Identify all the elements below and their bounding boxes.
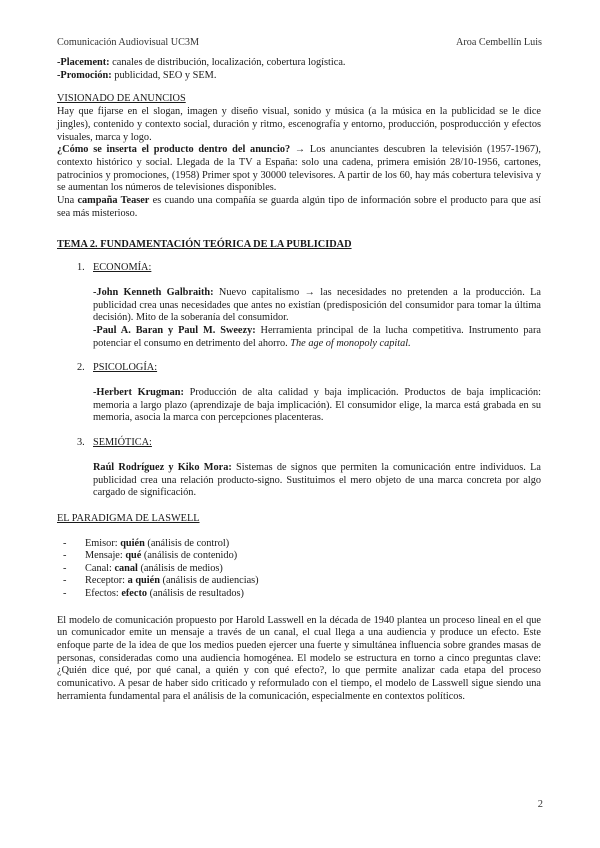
list-item [57,550,541,563]
list-number: 1. [77,262,85,274]
list-dash: - [63,550,67,562]
list-item [57,575,541,588]
krugman-text: Producción de alta calidad y baja implicación. Productos de baja implicación: memoria a largo plazo (aprendizaje de baja implicación). El consumidor elige, la marca está grabada en su memoria, asocia la marca con percepciones placenteras. [93,387,541,424]
teaser-pre: Una [57,195,78,207]
semiotica-block [93,462,541,500]
placement-text: canales de distribución, localización, cobertura logística. [109,57,346,68]
list-item-economia [77,262,541,275]
item-detail: (análisis de contenido) [141,550,238,562]
visionado-paragraph: Hay que fijarse en el slogan, imagen y diseño visual, sonido y música (a la música en la publicidad se le dice jingles), contenido y contexto social, duración y ritmo, escenografía y entorno, producción, posproducción y efectos visuales, marca y logo. [57,106,541,143]
item-keyword: qué [125,550,142,562]
item-keyword: efecto [121,588,148,600]
placement-line [57,57,541,70]
galbraith-term: -John Kenneth Galbraith: [93,286,214,298]
list-number: 2. [77,362,85,374]
list-dash: - [63,575,67,587]
promocion-term: -Promoción: [57,69,112,81]
visionado-heading: VISIONADO DE ANUNCIOS [57,93,186,105]
item-keyword: quién [120,537,145,549]
page-number: 2 [537,799,543,810]
tema-heading: TEMA 2. FUNDAMENTACIÓN TEÓRICA DE LA PUBLICIDAD [57,239,352,251]
baran-text: Herramienta principal de la lucha competitiva. Instrumento para potenciar el consumo en detrimento del ahorro. [93,324,541,349]
item-label: Efectos: [85,588,122,600]
insercion-paragraph [57,144,541,195]
list-number: 3. [77,437,85,449]
baran-book-title: The age of monopoly capital. [290,337,411,349]
item-detail: (análisis de resultados) [147,588,244,600]
krugman-term: -Herbert Krugman: [93,387,184,399]
teaser-paragraph [57,195,541,220]
header-course: Comunicación Audiovisual UC3M [57,37,200,48]
galbraith-text: Nuevo capitalismo → las necesidades no pretenden a la producción. La publicidad crea unas necesidades que antes no existían (predisposición del consumidor para tomar la última decisión). Mito de la soberanía del consumidor. [93,286,542,324]
rodriguez-paragraph [93,462,541,500]
list-item-psicologia [77,362,541,375]
promocion-line [57,70,541,83]
list-item [57,588,541,601]
item-label: Emisor: [85,537,121,549]
rodriguez-term: Raúl Rodríguez y Kiko Mora: [93,461,232,473]
laswell-heading: EL PARADIGMA DE LASWELL [57,512,200,524]
list-title: ECONOMÍA: [93,262,152,274]
lasswell-paragraph: El modelo de comunicación propuesto por Harold Lasswell en la década de 1940 plantea un proceso lineal en el que un comunicador emite un mensaje a través de un canal, el cual llega a una audiencia y produce un efecto. Este enfoque parte de la idea de que los medios pueden ejercer una fuerte y simultánea influencia sobre grandes masas de personas, consideradas como una audiencia homogénea. El modelo se estructura en torno a cinco preguntas clave: ¿Quién dice qué, por qué canal, a quién y con qué efecto?, lo que permite analizar cada etapa del proceso comunicativo. A pesar de haber sido criticado y reformulado con el tiempo, el modelo de Lasswell sigue siendo una herramienta fundamental para el análisis de la comunicación, especialmente en contextos políticos. [57,614,541,702]
galbraith-paragraph [93,287,541,325]
list-title: SEMIÓTICA: [93,437,152,449]
header-author: Aroa Cembellín Luis [455,37,542,48]
list-dash: - [63,588,67,600]
list-item-semiotica [77,437,541,450]
list-dash: - [63,537,67,549]
item-detail: (análisis de medios) [137,562,223,574]
teaser-term: campaña Teaser [77,195,150,207]
item-keyword: a quién [127,575,160,587]
page-content [57,57,541,704]
item-detail: (análisis de control) [144,537,230,549]
item-label: Canal: [85,562,115,574]
laswell-list [57,538,541,601]
economia-block [93,287,541,351]
item-detail: (análisis de audiencias) [159,575,259,587]
item-keyword: canal [114,562,138,574]
list-item [57,538,541,551]
placement-term: -Placement: [57,57,110,68]
rodriguez-text: Sistemas de signos que permiten la comunicación entre individuos. La publicidad crea una relación producto-signo. Sustituimos el mero objeto de una marca concreta por algo cargado de significación. [93,461,541,499]
teaser-text: es cuando una compañía se guarda algún tipo de información sobre el producto para que así sea más misterioso. [57,195,541,219]
item-label: Receptor: [85,575,128,587]
insercion-text: → Los anunciantes descubren la televisión (1957-1967), contexto histórico y social. Llegada de la TV a España: solo una cadena, primera emisión 28/10-1956, cartones, patrocinios y promociones, (1958) Primer spot y 30000 televisores. A partir de los 60, hay más cobertura televisiva y se aumentan los números de televisiones disponibles. [57,144,542,194]
list-item [57,563,541,576]
promocion-text: publicidad, SEO y SEM. [111,69,217,81]
item-label: Mensaje: [85,550,126,562]
list-dash: - [63,562,67,574]
baran-paragraph [93,325,541,350]
list-title: PSICOLOGÍA: [93,362,158,374]
insercion-question: ¿Cómo se inserta el producto dentro del anuncio? [57,144,291,156]
baran-term: -Paul A. Baran y Paul M. Sweezy: [93,324,256,336]
krugman-paragraph [93,387,541,425]
psicologia-block [93,387,541,425]
